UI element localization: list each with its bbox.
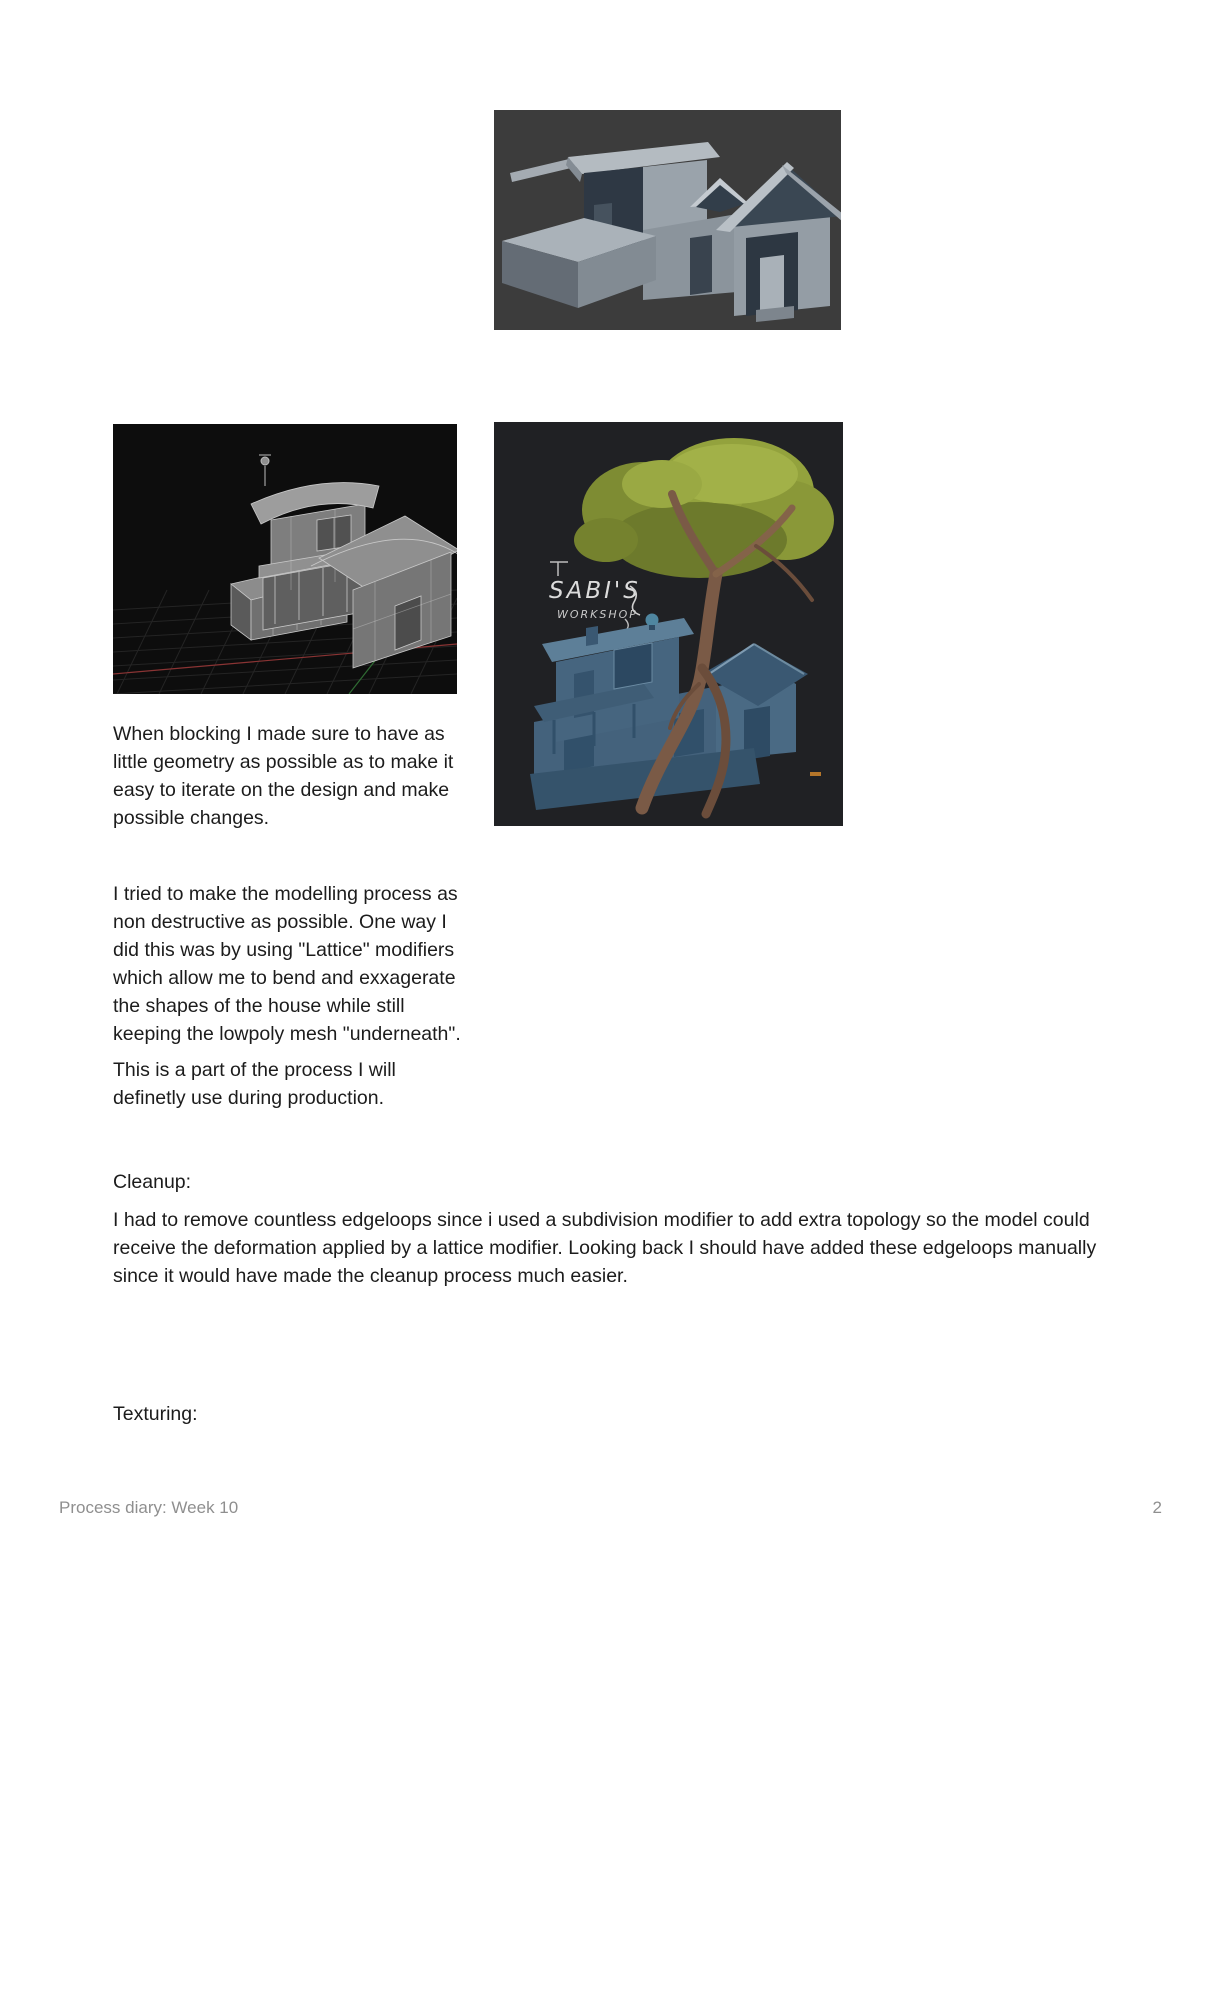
heading-cleanup: Cleanup: [113,1171,192,1193]
paragraph-production: This is a part of the process I will definetly use during production. [113,1059,396,1109]
heading-texturing: Texturing: [113,1403,198,1425]
blockout-render-image [494,110,841,330]
paragraph-blocking: When blocking I made sure to have as little geometry as possible as to make it easy to iterate on the design and make possible changes. [113,723,454,829]
wireframe-render-figure [113,424,457,694]
stylized-render-figure [494,422,843,826]
orange-mark [810,772,821,776]
paragraph-cleanup: I had to remove countless edgeloops since i used a subdivision modifier to add extra topology so the model could receive the deformation applied by a lattice modifier. Looking back I should have added these edgeloops manually since it would have made the cleanup process much easier. [113,1209,1097,1287]
wireframe-render-image [113,424,457,694]
sign-line1-text: SABI'S [549,578,641,604]
blockout-render-figure [494,110,841,330]
sign-line2-text: WORKSHOP [557,608,638,621]
footer-page-number: 2 [1152,1498,1162,1517]
paragraph-lattice: I tried to make the modelling process as non destructive as possible. One way I did this was by using "Lattice" modifiers which allow me to bend and exxagerate the shapes of the house while still keeping the lowpoly mesh "underneath". [113,883,461,1045]
footer-document-title: Process diary: Week 10 [59,1498,239,1517]
stylized-render-image [494,422,843,826]
